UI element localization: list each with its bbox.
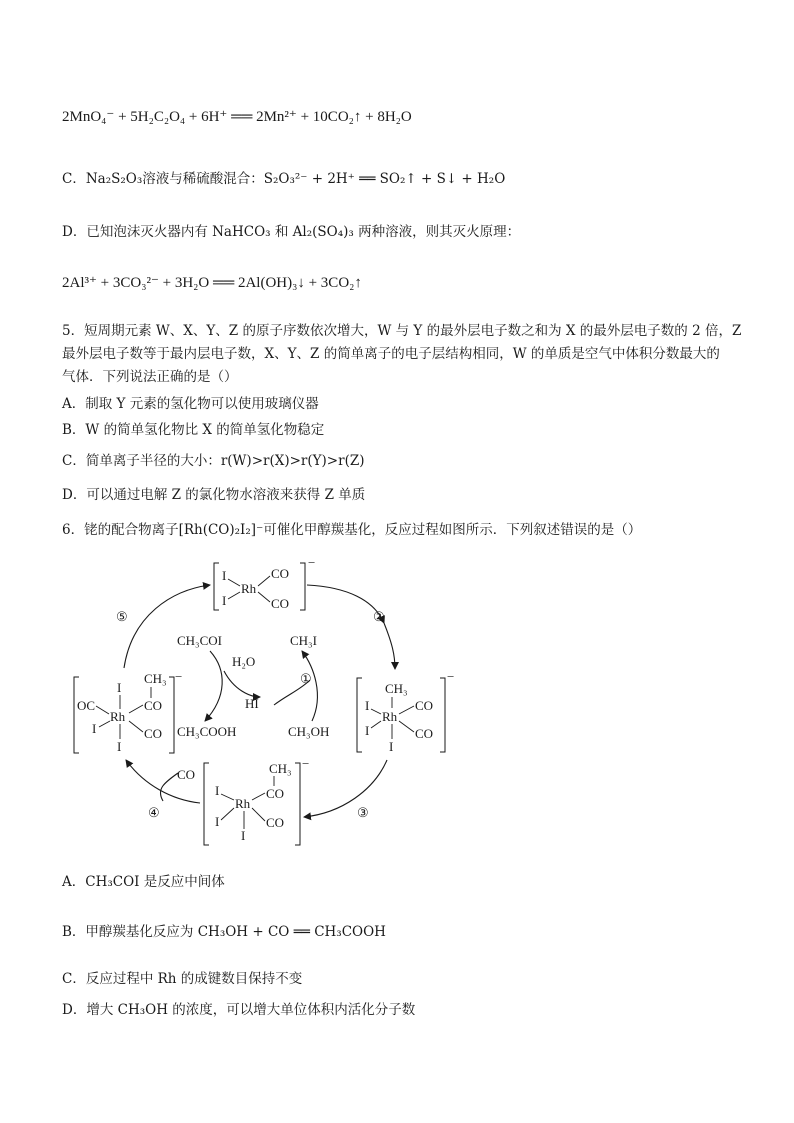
- species-hi: HI: [245, 696, 259, 711]
- center-species: [177, 633, 329, 739]
- q6-stem: 6．铑的配合物离子[Rh(CO)₂I₂]⁻可催化甲醇羰基化，反应过程如图所示．下列叙述错误的是（）: [62, 522, 642, 538]
- q4-equation-b: 2MnO₄⁻ + 5H₂C₂O₄ + 6H⁺ ══ 2Mn²⁺ + 10CO₂↑ + 8H₂O: [62, 109, 412, 125]
- step-1-label: ①: [300, 671, 312, 686]
- species-ch3cooh: CH₃COOH: [177, 724, 237, 739]
- complex-bottom-i1: I: [215, 783, 220, 798]
- complex-top-i2: I: [222, 593, 227, 608]
- q4-option-c: C．Na₂S₂O₃溶液与稀硫酸混合：S₂O₃²⁻ + 2H⁺ ══ SO₂↑ + S↓ + H₂O: [62, 171, 506, 187]
- step-3-label: ③: [357, 805, 369, 820]
- complex-left-co1: CO: [144, 698, 163, 713]
- complex-left-rh: Rh: [110, 709, 126, 724]
- species-h2o: H₂O: [232, 654, 256, 669]
- complex-bottom-i3: I: [241, 828, 246, 843]
- species-ch3coi: CH₃COI: [177, 633, 222, 648]
- q6-option-c: C．反应过程中 Rh 的成键数目保持不变: [62, 971, 303, 987]
- complex-bottom-rh: Rh: [235, 796, 251, 811]
- catalytic-cycle-diagram: [62, 555, 462, 855]
- complex-top: [214, 555, 315, 611]
- q5-option-a: A．制取 Y 元素的氢化物可以使用玻璃仪器: [62, 396, 319, 412]
- complex-left-co2: CO: [144, 726, 163, 741]
- q5-stem-line2: 最外层电子数等于最内层电子数，X、Y、Z 的简单离子的电子层结构相同，W 的单质是空气中体积分数最大的: [62, 346, 720, 362]
- q5-stem-line3: 气体．下列说法正确的是（）: [62, 369, 238, 385]
- complex-top-charge: −: [308, 555, 316, 570]
- complex-top-i1: I: [222, 568, 227, 583]
- complex-bottom-co1: CO: [266, 786, 285, 801]
- complex-bottom-co2: CO: [266, 815, 285, 830]
- step-5-label: ⑤: [116, 609, 128, 624]
- complex-left-oc: OC: [77, 698, 96, 713]
- q5-option-d: D．可以通过电解 Z 的氯化物水溶液来获得 Z 单质: [62, 487, 366, 503]
- complex-right: [357, 669, 454, 754]
- complex-left-ch3: CH₃: [144, 671, 167, 686]
- q6-option-b: B．甲醇羰基化反应为 CH₃OH + CO ══ CH₃COOH: [62, 924, 386, 940]
- complex-left-i1: I: [117, 680, 122, 695]
- complex-right-i1: I: [365, 698, 370, 713]
- complex-bottom: [204, 756, 309, 845]
- q5-option-c: C．简单离子半径的大小：r(W)>r(X)>r(Y)>r(Z): [62, 453, 365, 469]
- complex-left-i2: I: [92, 721, 97, 736]
- q6-option-d: D．增大 CH₃OH 的浓度，可以增大单位体积内活化分子数: [62, 1002, 416, 1018]
- complex-left-charge: −: [175, 669, 183, 684]
- species-ch3oh: CH₃OH: [288, 724, 330, 739]
- q4-equation-d: 2Al³⁺ + 3CO₃²⁻ + 3H₂O ══ 2Al(OH)₃↓ + 3CO₂↑: [62, 275, 362, 291]
- species-ch3i: CH₃I: [290, 633, 317, 648]
- complex-right-i2: I: [365, 723, 370, 738]
- complex-bottom-i2: I: [215, 814, 220, 829]
- complex-right-charge: −: [447, 669, 455, 684]
- q5-stem-line1: 5．短周期元素 W、X、Y、Z 的原子序数依次增大，W 与 Y 的最外层电子数之和为 X 的最外层电子数的 2 倍，Z: [62, 323, 742, 339]
- q4-option-d: D．已知泡沫灭火器内有 NaHCO₃ 和 Al₂(SO₄)₃ 两种溶液，则其灭火原理：: [62, 224, 521, 240]
- complex-right-i3: I: [389, 739, 394, 754]
- q5-option-b: B．W 的简单氢化物比 X 的简单氢化物稳定: [62, 422, 325, 438]
- complex-left-i3: I: [117, 739, 122, 754]
- step-4-label: ④: [148, 805, 160, 820]
- q6-option-a: A．CH₃COI 是反应中间体: [62, 874, 225, 890]
- complex-bottom-charge: −: [302, 756, 310, 771]
- complex-right-co1: CO: [415, 698, 434, 713]
- complex-top-rh: Rh: [241, 581, 257, 596]
- co-reactant: CO: [177, 767, 196, 782]
- step-2-label: ②: [373, 609, 385, 624]
- complex-right-co2: CO: [415, 726, 434, 741]
- complex-bottom-ch3: CH₃: [269, 761, 292, 776]
- complex-top-co1: CO: [271, 566, 290, 581]
- complex-left: [74, 669, 182, 754]
- complex-right-ch3: CH₃: [385, 681, 408, 696]
- complex-right-rh: Rh: [382, 709, 398, 724]
- complex-top-co2: CO: [271, 596, 290, 611]
